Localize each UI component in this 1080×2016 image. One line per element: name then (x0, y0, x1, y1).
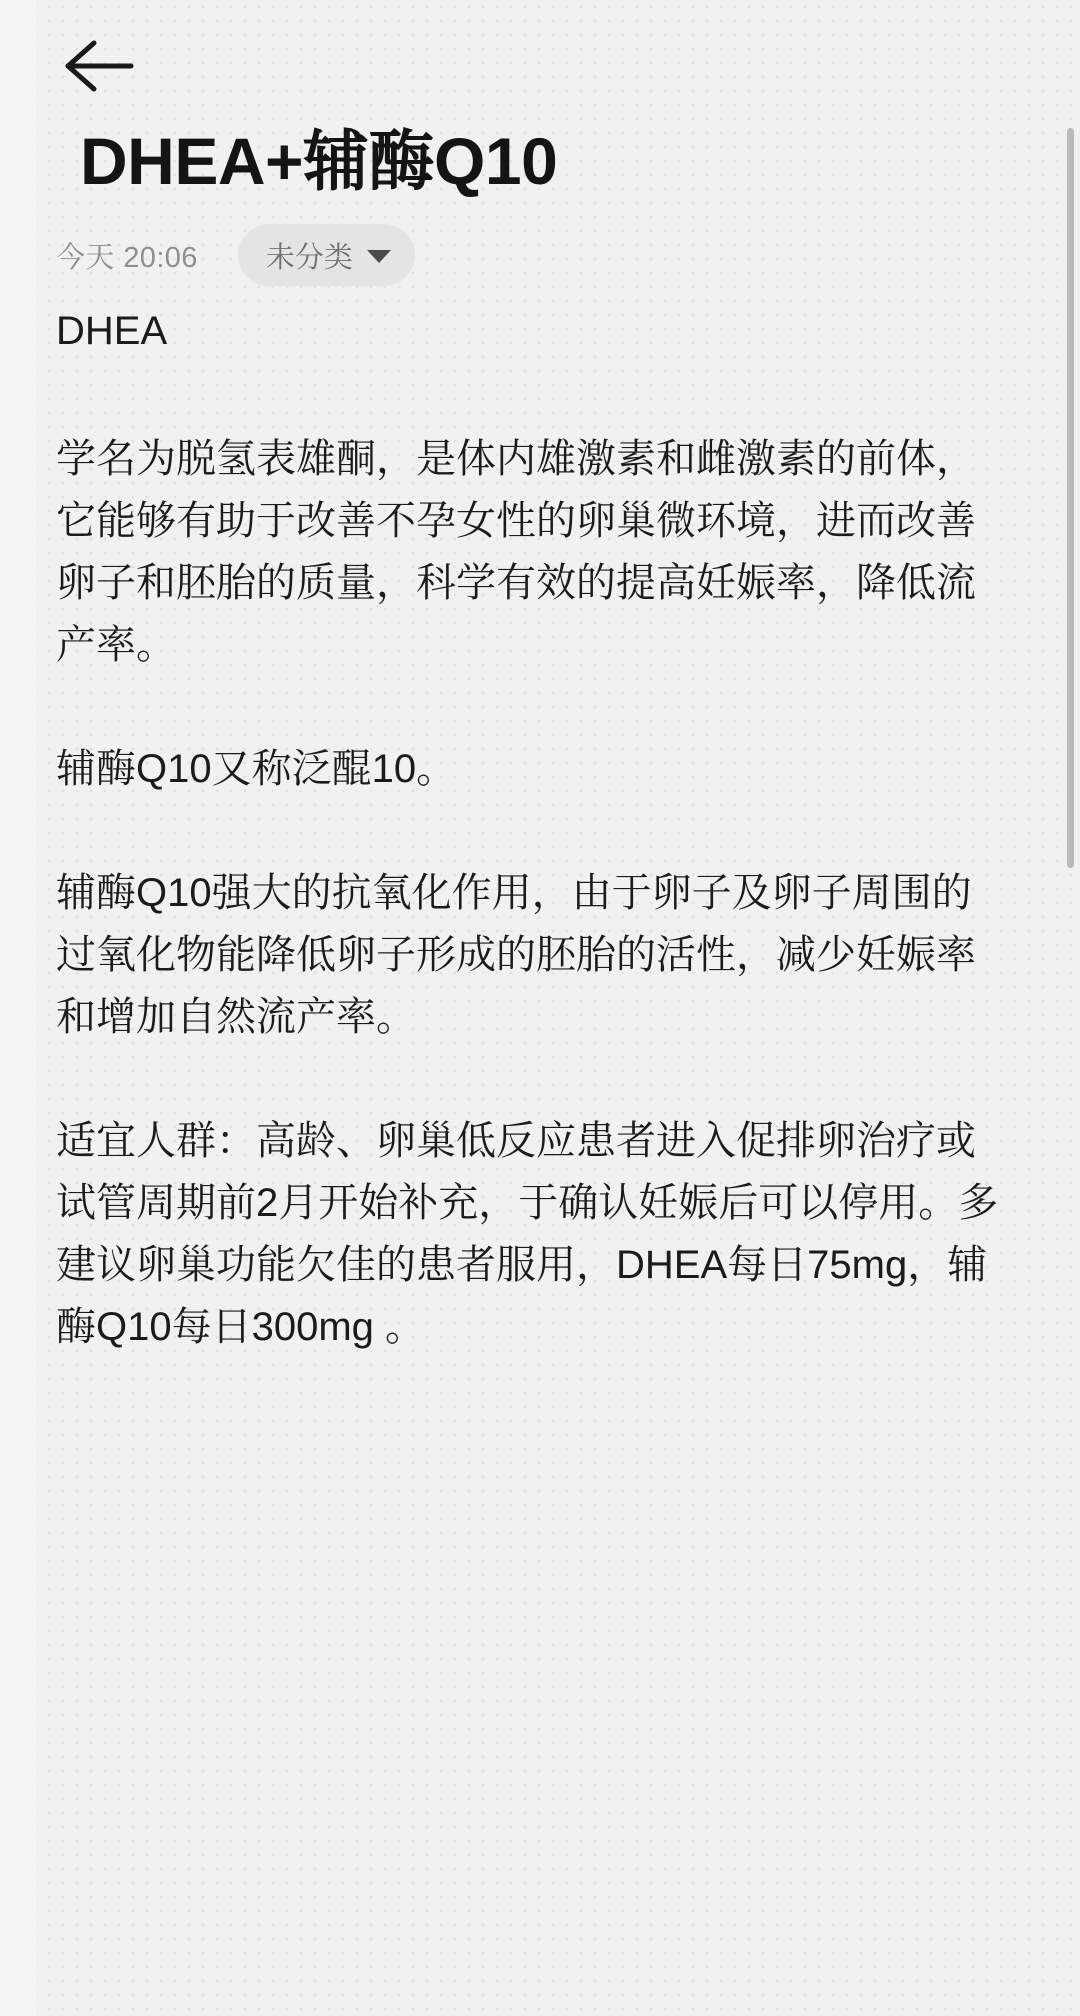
note-timestamp: 今天 20:06 (56, 241, 198, 274)
note-paragraph: 学名为脱氢表雄酮，是体内雄激素和雌激素的前体，它能够有助于改善不孕女性的卵巢微环境，进而改善卵子和胚胎的质量，科学有效的提高妊娠率，降低流产率。 (56, 437, 976, 667)
note-paragraph: 辅酶Q10强大的抗氧化作用，由于卵子及卵子周围的过氧化物能降低卵子形成的胚胎的活性，减少妊娠率和增加自然流产率。 (56, 871, 976, 1039)
back-arrow-icon (61, 37, 135, 95)
page-title: DHEA+辅酶Q10 (80, 124, 558, 198)
note-meta-row (56, 222, 415, 288)
note-paragraph: 适宜人群：高龄、卵巢低反应患者进入促排卵治疗或试管周期前2月开始补充，于确认妊娠后可以停用。多建议卵巢功能欠佳的患者服用，DHEA每日75mg，辅酶Q10每日300mg 。 (56, 1119, 999, 1349)
back-button[interactable] (52, 26, 144, 106)
chevron-down-icon (367, 250, 391, 263)
note-paragraph: 辅酶Q10又称泛醌10。 (56, 747, 457, 791)
note-paragraph: DHEA (56, 309, 168, 353)
note-body[interactable] (56, 300, 1006, 1358)
category-selector[interactable] (238, 224, 415, 286)
vertical-scrollbar[interactable] (1067, 128, 1074, 868)
category-label: 未分类 (265, 241, 353, 274)
